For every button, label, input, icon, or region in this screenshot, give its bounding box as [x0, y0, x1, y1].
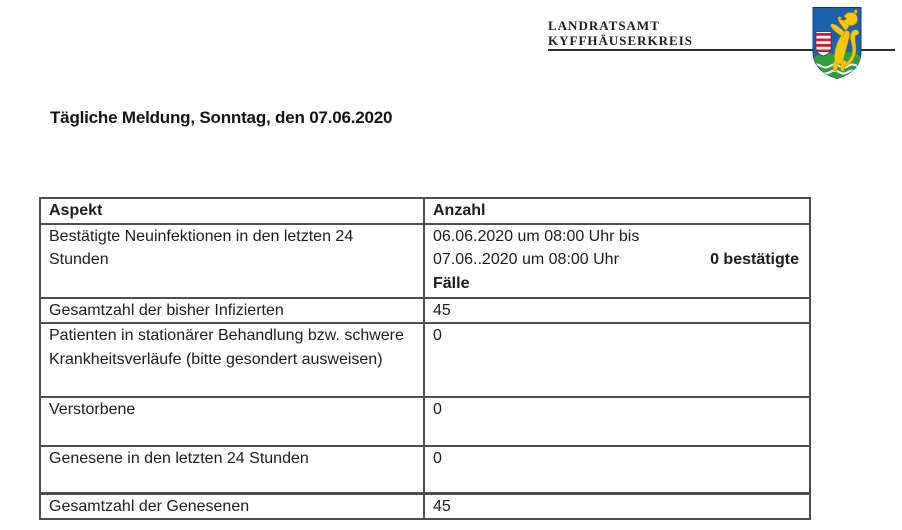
value-cell — [424, 224, 810, 298]
aspect-cell: Gesamtzahl der bisher Infizierten — [40, 298, 424, 324]
aspect-cell: Bestätigte Neuinfektionen in den letzten 24 Stunden — [40, 224, 424, 298]
organization-name-line2: KYFFHÄUSERKREIS — [548, 33, 694, 48]
table-row-new-infections — [40, 224, 810, 298]
table-row-recovered-24h — [40, 446, 810, 493]
table-row-total-recovered — [40, 493, 810, 519]
table-row-deceased — [40, 397, 810, 446]
aspect-cell: Genesene in den letzten 24 Stunden — [40, 446, 424, 493]
aspect-cell: Patienten in stationärer Behandlung bzw. schwere Krankheitsverläufe (bitte gesondert ausweisen) — [40, 323, 424, 397]
report-period-end: 07.06..2020 um 08:00 Uhr — [433, 251, 619, 268]
value-cell: 0 — [424, 323, 810, 397]
organization-name-line1: LANDRATSAMT — [548, 18, 660, 33]
daily-report-table — [39, 197, 811, 520]
column-header-anzahl: Anzahl — [424, 198, 810, 224]
table-header-row — [40, 198, 810, 224]
aspect-cell: Gesamtzahl der Genesenen — [40, 493, 424, 519]
page-title: Tägliche Meldung, Sonntag, den 07.06.2020 — [50, 108, 393, 127]
aspect-cell: Verstorbene — [40, 397, 424, 446]
column-header-aspekt: Aspekt — [40, 198, 424, 224]
value-cell: 0 — [424, 397, 810, 446]
value-cell: 45 — [424, 298, 810, 324]
report-period-line2 — [433, 248, 799, 272]
confirmed-cases-count-cont: Fälle — [433, 274, 470, 292]
coat-of-arms-icon — [811, 4, 863, 82]
value-cell: 0 — [424, 446, 810, 493]
organization-name — [548, 18, 693, 48]
table-row-hospitalized — [40, 323, 810, 397]
confirmed-cases-count: 0 bestätigte — [710, 251, 799, 268]
table-row-total-infected — [40, 298, 810, 324]
report-period-line1: 06.06.2020 um 08:00 Uhr bis — [433, 227, 640, 245]
value-cell: 45 — [424, 493, 810, 519]
